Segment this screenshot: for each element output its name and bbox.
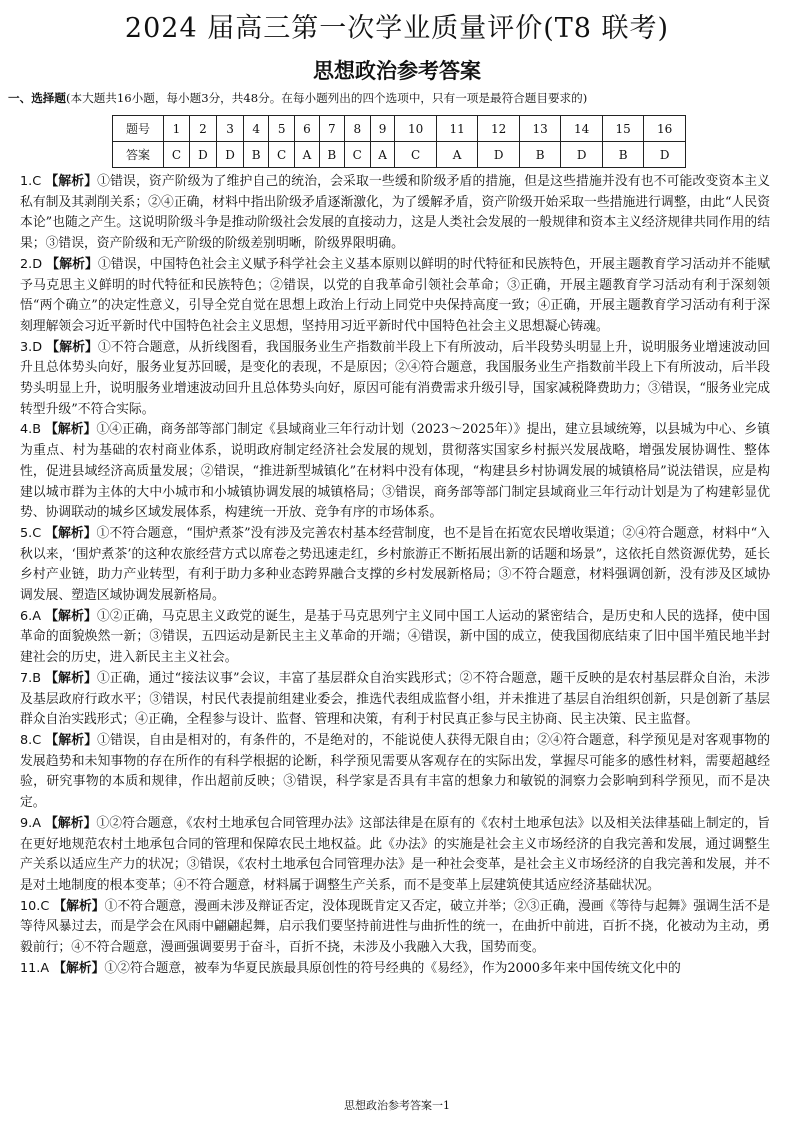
question-number-cell: 14 bbox=[561, 116, 603, 142]
item-number-answer: 2.D bbox=[20, 256, 43, 272]
answer-cell: C bbox=[344, 142, 370, 168]
explanation-item bbox=[20, 731, 770, 814]
answer-cell: B bbox=[519, 142, 561, 168]
analysis-text: ①错误，自由是相对的，有条件的，不是绝对的，不能说使人获得无限自由；②④符合题意，科学预见是对客观事物的发展趋势和未知事物的存在所作的有科学根据的论断，科学预见需要从客观存在的实际出发，掌握尽可能多的感性材料，需要超越经验，研究事物的本质和规律，作出超前反映；③错误，科学家是否具有丰富的想象力和敏锐的洞察力会影响到科学预见，而不是决定。 bbox=[20, 732, 771, 811]
analysis-tag: 【解析】 bbox=[46, 339, 98, 355]
analysis-text: ①④正确，商务部等部门制定《县域商业三年行动计划（2023～2025年）》提出，建立县域统筹，以县城为中心、乡镇为重点、村为基础的农村商业体系，说明政府制定经济社会发展的规划，贯彻落实国家乡村振兴发展战略，增强发展协调性、整体性，促进县域经济高质量发展；②错误，“推进新型城镇化”在材料中没有体现，“构建县乡村协调发展的城镇格局”说法错误，应是构建以城市群为主体的大中小城市和小城镇协调发展的城镇格局；③错误，商务部等部门制定县域商业三年行动计划是为了构建彰显优势、协调联动的城乡区域发展体系，构建统一开放、竞争有序的市场体系。 bbox=[20, 422, 771, 521]
analysis-text: ①不符合题意，从折线图看，我国服务业生产指数前半段上下有所波动，后半段势头明显上升，说明服务业增速波动回升且总体势头向好，服务业复苏回暖，是变化的表现，不是原因；②④符合题意，我国服务业生产指数前半段上下有所波动，后半段势头明显上升，说明服务业增速波动回升且总体势头向好，原因可能有消费需求升级引导，国家减税降费助力；③错误，“服务业完成转型升级”不符合实际。 bbox=[20, 339, 770, 417]
analysis-text: ①错误，资产阶级为了维护自己的统治，会采取一些缓和阶级矛盾的措施，但是这些措施并没有也不可能改变资本主义私有制及其剥削关系；②④正确，材料中指出阶级矛盾逐渐激化，为了缓解矛盾，资产阶级开始采取一些措施进行调整，由此“人民资本论”也随之产生。这说明阶级斗争是推动阶级社会发展的直接动力，这是人类社会发展的一般规律和资本主义经济规律共同作用的结果；③错误，资产阶级和无产阶级的阶级差别明晰，阶级界限明确。 bbox=[20, 174, 771, 252]
analysis-text: ①不符合题意，“围炉煮茶”没有涉及完善农村基本经营制度，也不是旨在拓宽农民增收渠道；②④符合题意，材料中“入秋以来，‘围炉煮茶’的这种农旅经营方式以席卷之势迅速走红，乡村旅游正不断拓展出新的话题和场景”，这依托自然资源优势，延长乡村产业链，助力产业转型，有利于助力多种业态跨界融合支撑的乡村发展新格局；③不符合题意，材料强调创新，没有涉及区域协调发展、塑造区域协调发展新格局。 bbox=[20, 525, 770, 604]
explanation-item bbox=[20, 897, 770, 959]
answer-cell: B bbox=[244, 142, 269, 168]
answer-cell: D bbox=[478, 142, 520, 168]
explanation-item bbox=[20, 172, 770, 255]
question-number-cell: 9 bbox=[370, 116, 395, 142]
question-number-cell: 16 bbox=[644, 116, 686, 142]
question-number-cell: 13 bbox=[519, 116, 561, 142]
answer-table bbox=[112, 115, 686, 168]
exam-title: 2024 届高三第一次学业质量评价(T8 联考) bbox=[124, 13, 670, 44]
item-number-answer: 1.C bbox=[20, 174, 42, 189]
item-number-answer: 5.C bbox=[20, 525, 42, 541]
analysis-text: ①不符合题意，漫画未涉及辩证否定，没体现既肯定又否定，破立并举；②③正确，漫画《等待与起舞》强调生活不是等待风暴过去，而是学会在风雨中翩翩起舞，启示我们要坚持前进性与曲折性的统一，在曲折中前进，百折不挠，化被动为主动，勇毅前行；④不符合题意，漫画强调要男于奋斗，百折不挠，未涉及小我融入大我，国势而变。 bbox=[20, 898, 770, 956]
item-number-answer: 4.B bbox=[20, 422, 41, 438]
question-number-cell: 2 bbox=[189, 116, 216, 142]
analysis-tag: 【解析】 bbox=[53, 960, 105, 976]
question-number-cell: 5 bbox=[269, 116, 295, 142]
analysis-tag: 【解析】 bbox=[53, 898, 105, 914]
analysis-tag: 【解析】 bbox=[45, 422, 97, 438]
question-number-cell: 4 bbox=[244, 116, 269, 142]
analysis-tag: 【解析】 bbox=[45, 670, 97, 686]
explanation-item bbox=[20, 255, 770, 338]
item-number-answer: 11.A bbox=[20, 960, 50, 976]
explanation-item bbox=[20, 814, 770, 897]
answer-cell: D bbox=[644, 142, 686, 168]
item-number-answer: 3.D bbox=[20, 339, 43, 355]
answer-cell: A bbox=[436, 142, 478, 168]
answer-cell: B bbox=[602, 142, 644, 168]
explanation-list bbox=[20, 172, 770, 979]
analysis-tag: 【解析】 bbox=[45, 525, 97, 541]
page-footer: 思想政治参考答案一1 bbox=[344, 1099, 450, 1112]
analysis-text: ①②符合题意，《农村土地承包合同管理办法》这部法律是在原有的《农村土地承包法》以及相关法律基础上制定的，旨在更好地规范农村土地承包合同的管理和保障农民土地权益。此《办法》的实施是社会主义市场经济的自我完善和发展，通过调整生产关系以适应生产力的状况；③错误，《农村土地承包合同管理办法》是一种社会变革，是社会主义市场经济的自我完善和发展，并不是对土地制度的根本变革；④不符合题意，材料属于调整生产关系，而不是变革上层建筑使其适应经济基础状况。 bbox=[20, 815, 770, 893]
analysis-tag: 【解析】 bbox=[45, 732, 98, 748]
number-row-header: 题号 bbox=[113, 116, 164, 142]
section-heading bbox=[8, 90, 788, 106]
explanation-item bbox=[20, 338, 770, 421]
answer-cell: A bbox=[370, 142, 395, 168]
answer-row-header: 答案 bbox=[113, 142, 164, 168]
explanation-item bbox=[20, 669, 770, 731]
document-subtitle: 思想政治参考答案 bbox=[313, 59, 481, 83]
answer-cell: D bbox=[189, 142, 216, 168]
answer-cell: C bbox=[164, 142, 190, 168]
analysis-tag: 【解析】 bbox=[46, 256, 98, 272]
analysis-tag: 【解析】 bbox=[45, 608, 97, 624]
item-number-answer: 9.A bbox=[20, 815, 41, 831]
explanation-item bbox=[20, 420, 770, 524]
question-number-cell: 11 bbox=[436, 116, 478, 142]
analysis-text: ①②正确，马克思主义政党的诞生，是基于马克思列宁主义同中国工人运动的紧密结合，是历史和人民的选择，使中国革命的面貌焕然一新；③错误，五四运动是新民主主义革命的开端；④错误，新中国的成立，使我国彻底结束了旧中国半殖民地半封建社会的历史，进入新民主主义社会。 bbox=[20, 608, 771, 666]
answer-table-number-row bbox=[113, 116, 686, 142]
answer-cell: D bbox=[217, 142, 244, 168]
question-number-cell: 15 bbox=[602, 116, 644, 142]
explanation-item bbox=[20, 607, 770, 669]
analysis-text: ①②符合题意，被奉为华夏民族最具原创性的符号经典的《易经》，作为2000多年来中国传统文化中的 bbox=[104, 960, 681, 976]
answer-cell: B bbox=[319, 142, 344, 168]
explanation-item bbox=[20, 524, 770, 607]
question-number-cell: 12 bbox=[478, 116, 520, 142]
question-number-cell: 10 bbox=[395, 116, 437, 142]
answer-table-answer-row bbox=[113, 142, 686, 168]
explanation-item bbox=[20, 959, 770, 980]
item-number-answer: 8.C bbox=[20, 732, 42, 748]
question-number-cell: 1 bbox=[164, 116, 190, 142]
question-number-cell: 8 bbox=[344, 116, 370, 142]
question-number-cell: 3 bbox=[217, 116, 244, 142]
item-number-answer: 7.B bbox=[20, 670, 41, 686]
analysis-tag: 【解析】 bbox=[45, 174, 98, 189]
section-description: (本大题共16小题，每小题3分，共48分。在每小题列出的四个选项中，只有一项是最符合题目要求的) bbox=[65, 91, 588, 105]
analysis-tag: 【解析】 bbox=[45, 815, 97, 831]
answer-cell: D bbox=[561, 142, 603, 168]
answer-cell: C bbox=[269, 142, 295, 168]
question-number-cell: 7 bbox=[319, 116, 344, 142]
analysis-text: ①正确，通过“接法议事”会议，丰富了基层群众自治实践形式；②不符合题意，题干反映的是农村基层群众自治，未涉及基层政府行政水平；③错误，村民代表提前组建业委会，推选代表组成监督小组，并未推进了基层自治组织创新，只是创新了基层群众自治实践形式；④正确，全程参与设计、监督、管理和决策，有利于村民真正参与民主协商、民主决策、民主监督。 bbox=[20, 670, 770, 728]
answer-cell: A bbox=[295, 142, 320, 168]
item-number-answer: 6.A bbox=[20, 608, 41, 624]
question-number-cell: 6 bbox=[295, 116, 320, 142]
answer-cell: C bbox=[395, 142, 437, 168]
section-label: 一、选择题 bbox=[8, 91, 66, 105]
analysis-text: ①错误，中国特色社会主义赋予科学社会主义基本原则以鲜明的时代特征和民族特色，开展主题教育学习活动并不能赋予马克思主义鲜明的时代特征和民族特色；②错误，以党的自我革命引领社会革命；③正确，开展主题教育学习活动有利于深刻领悟“两个确立”的决定性意义，引导全党自觉在思想上政治上行动上同党中央保持高度一致；④正确，开展主题教育学习活动有利于深刻理解领会习近平新时代中国特色社会主义思想，坚持用习近平新时代中国特色社会主义思想凝心铸魂。 bbox=[20, 256, 770, 334]
item-number-answer: 10.C bbox=[20, 898, 50, 914]
